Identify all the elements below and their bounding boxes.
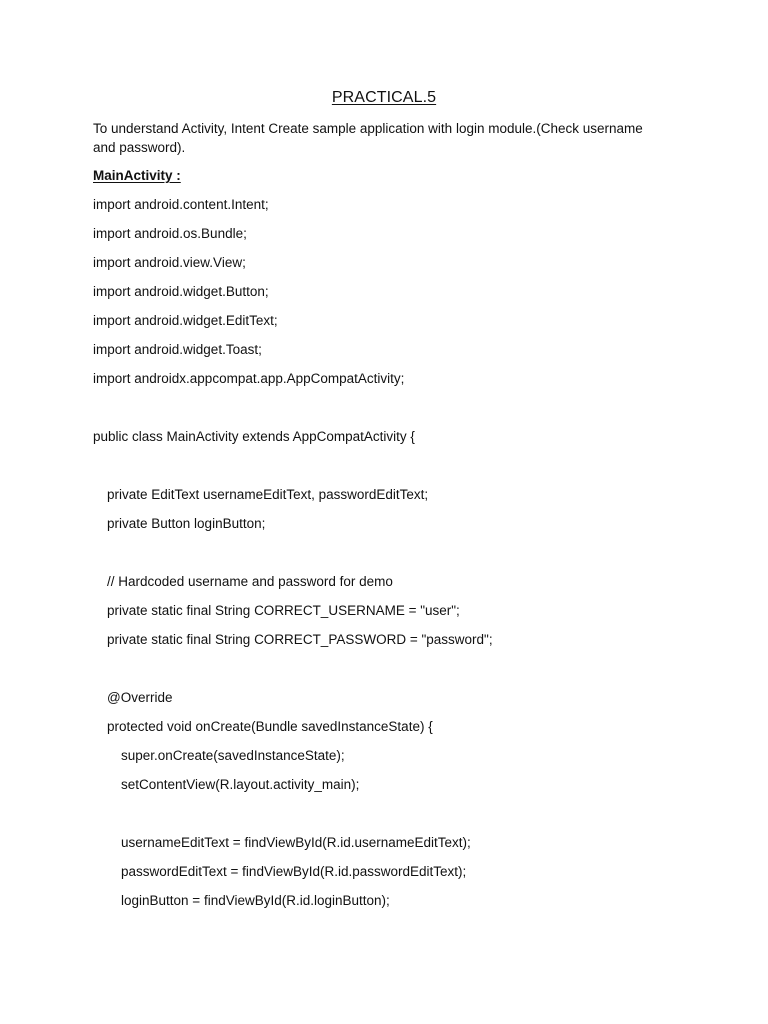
code-line: import android.widget.Button; <box>93 284 269 299</box>
code-line: @Override <box>107 690 173 705</box>
code-line: public class MainActivity extends AppCompatActivity { <box>93 429 415 444</box>
page-title: PRACTICAL.5 <box>331 89 437 106</box>
code-line: private static final String CORRECT_PASSWORD = "password"; <box>107 632 493 647</box>
code-comment: // Hardcoded username and password for demo <box>107 574 393 589</box>
code-line: import android.view.View; <box>93 255 246 270</box>
code-line: private static final String CORRECT_USERNAME = "user"; <box>107 603 460 618</box>
code-line: private EditText usernameEditText, passwordEditText; <box>107 487 429 502</box>
code-line: private Button loginButton; <box>107 516 266 531</box>
code-line: setContentView(R.layout.activity_main); <box>121 777 360 792</box>
code-line: passwordEditText = findViewById(R.id.passwordEditText); <box>121 864 467 879</box>
code-line: super.onCreate(savedInstanceState); <box>121 748 345 763</box>
code-line: import android.content.Intent; <box>93 197 269 212</box>
intro-paragraph: To understand Activity, Intent Create sample application with login module.(Check username and password). <box>93 121 643 155</box>
section-heading: MainActivity : <box>93 168 181 183</box>
code-line: import android.widget.EditText; <box>93 313 278 328</box>
code-line: usernameEditText = findViewById(R.id.usernameEditText); <box>121 835 471 850</box>
code-line: protected void onCreate(Bundle savedInstanceState) { <box>107 719 433 734</box>
code-line: import android.widget.Toast; <box>93 342 262 357</box>
code-line: import android.os.Bundle; <box>93 226 247 241</box>
code-line: loginButton = findViewById(R.id.loginButton); <box>121 893 390 908</box>
code-line: import androidx.appcompat.app.AppCompatActivity; <box>93 371 405 386</box>
